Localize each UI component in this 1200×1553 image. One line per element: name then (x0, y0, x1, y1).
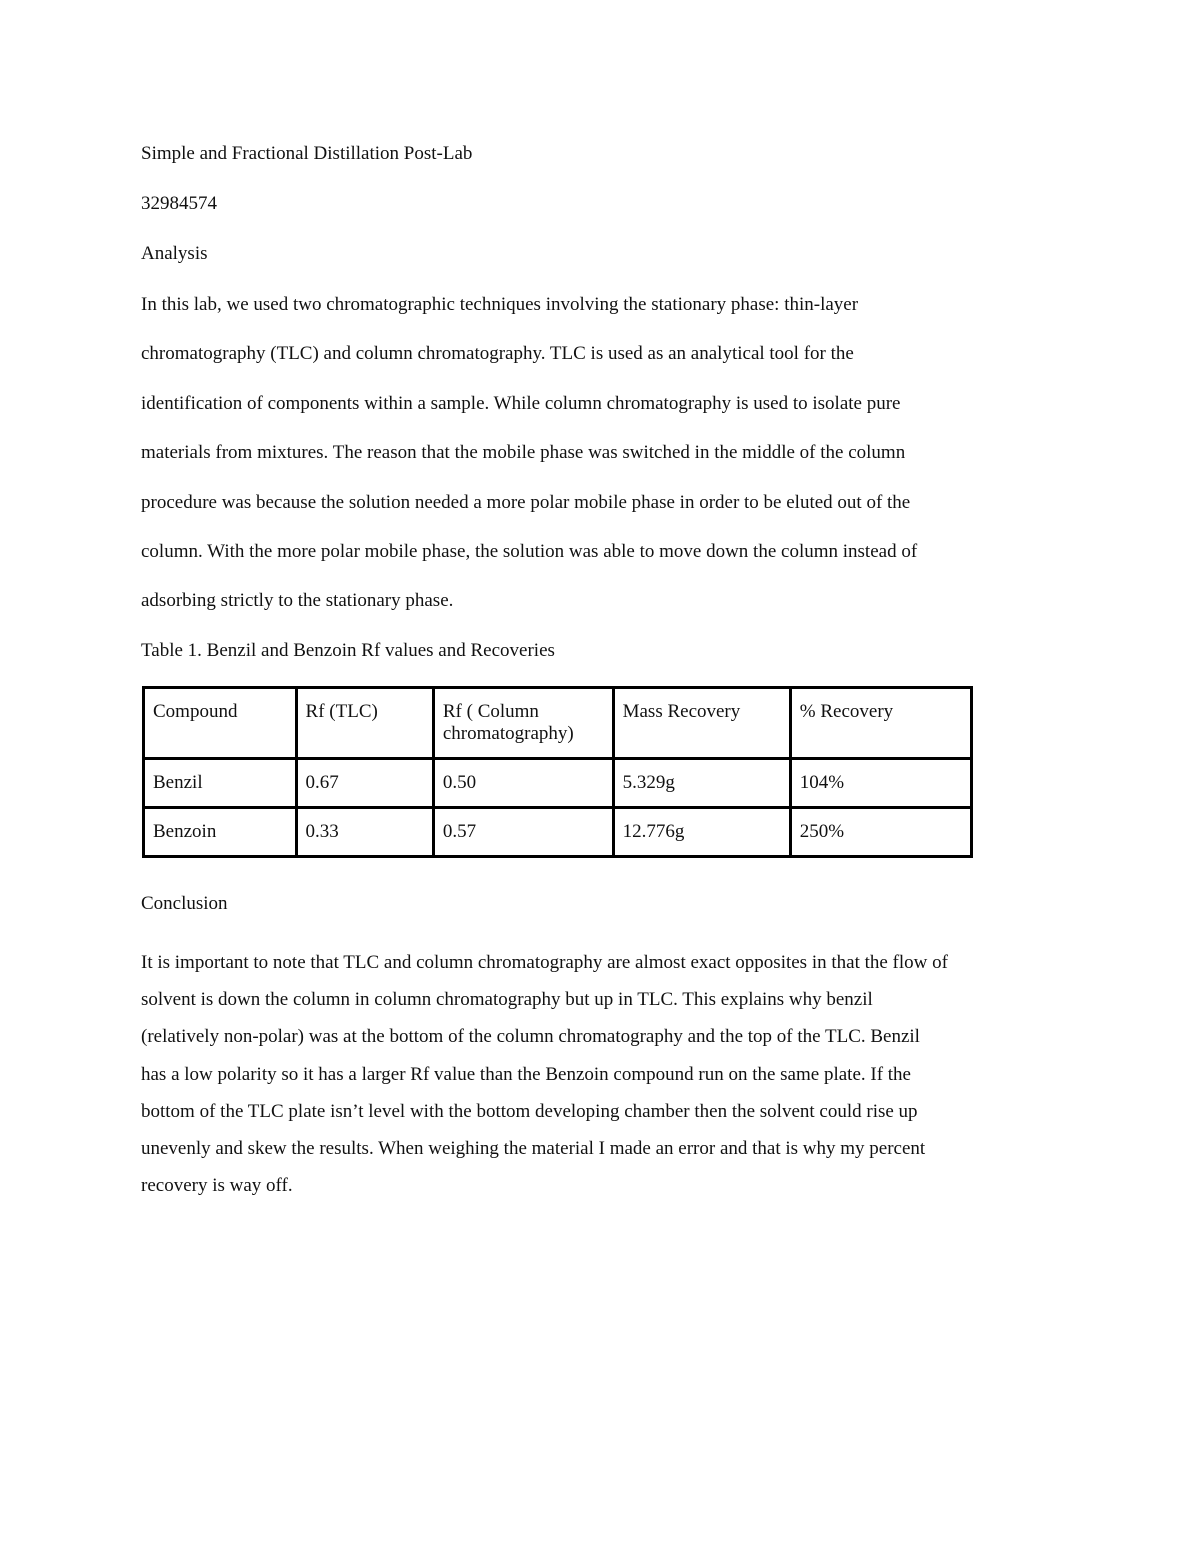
table-cell: 0.57 (433, 808, 613, 857)
conclusion-line: has a low polarity so it has a larger Rf value than the Benzoin compound run on the same plate. If the (141, 1063, 911, 1085)
conclusion-line: bottom of the TLC plate isn’t level with the bottom developing chamber then the solvent could rise up (141, 1100, 918, 1122)
analysis-line: chromatography (TLC) and column chromatography. TLC is used as an analytical tool for the (141, 343, 854, 365)
table-cell: Benzil (144, 759, 297, 808)
table-cell: 250% (790, 808, 971, 857)
table-cell: 0.67 (296, 759, 433, 808)
table-header-row (144, 688, 972, 759)
table-cell: 0.50 (433, 759, 613, 808)
conclusion-line: (relatively non-polar) was at the bottom of the column chromatography and the top of the TLC. Benzil (141, 1026, 920, 1048)
conclusion-paragraph (141, 952, 948, 1212)
conclusion-line: recovery is way off. (141, 1175, 293, 1197)
table-cell: 5.329g (613, 759, 790, 808)
analysis-line: adsorbing strictly to the stationary phase. (141, 590, 454, 612)
header-rf-tlc: Rf (TLC) (296, 688, 433, 759)
conclusion-line: It is important to note that TLC and column chromatography are almost exact opposites in that the flow of (141, 952, 948, 973)
header-percent-recovery: % Recovery (790, 688, 971, 759)
table-cell: Benzoin (144, 808, 297, 857)
conclusion-heading: Conclusion (141, 893, 228, 914)
conclusion-line: solvent is down the column in column chromatography but up in TLC. This explains why benzil (141, 989, 873, 1011)
analysis-line: identification of components within a sample. While column chromatography is used to isolate pure (141, 392, 901, 414)
student-id: 32984574 (141, 193, 217, 214)
document-title: Simple and Fractional Distillation Post-Lab (141, 143, 473, 164)
header-rf-column: Rf ( Column chromatography) (433, 688, 613, 759)
header-mass-recovery: Mass Recovery (613, 688, 790, 759)
header-compound: Compound (144, 688, 297, 759)
table-cell: 12.776g (613, 808, 790, 857)
conclusion-line: unevenly and skew the results. When weighing the material I made an error and that is why my percent (141, 1137, 926, 1159)
table-cell: 0.33 (296, 808, 433, 857)
table-row (144, 759, 972, 808)
table-cell: 104% (790, 759, 971, 808)
analysis-paragraph (141, 294, 917, 640)
table-caption: Table 1. Benzil and Benzoin Rf values and Recoveries (141, 640, 555, 661)
analysis-line: column. With the more polar mobile phase, the solution was able to move down the column instead of (141, 540, 918, 562)
table-row (144, 808, 972, 857)
analysis-line: materials from mixtures. The reason that the mobile phase was switched in the middle of the column (141, 442, 906, 464)
results-table (142, 686, 973, 858)
analysis-line: In this lab, we used two chromatographic techniques involving the stationary phase: thin-layer (141, 294, 859, 315)
analysis-line: procedure was because the solution needed a more polar mobile phase in order to be eluted out of the (141, 491, 911, 513)
analysis-heading: Analysis (141, 243, 208, 264)
